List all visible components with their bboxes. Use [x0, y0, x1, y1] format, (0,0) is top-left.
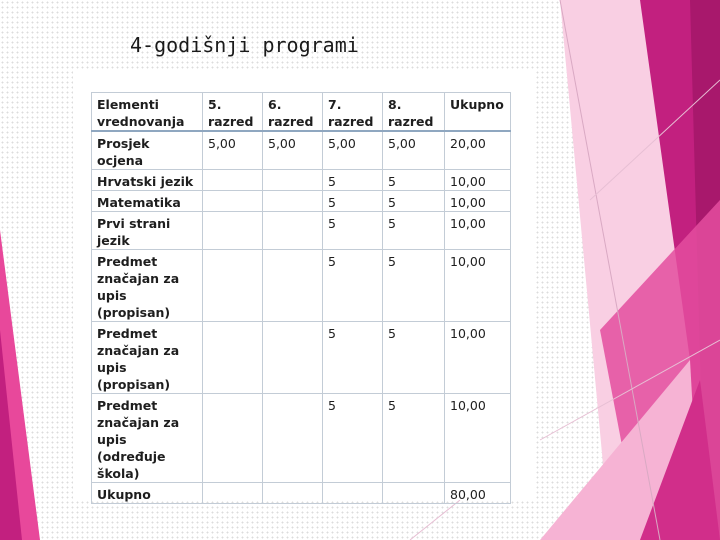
table-row	[92, 212, 511, 250]
table-row	[92, 250, 511, 322]
cell-grade-7: 5,00	[323, 131, 383, 170]
table-row	[92, 394, 511, 483]
cell-grade-6	[263, 191, 323, 212]
cell-grade-6	[263, 394, 323, 483]
cell-grade-5: 5,00	[203, 131, 263, 170]
cell-total: 10,00	[445, 394, 511, 483]
cell-grade-5	[203, 483, 263, 504]
table-row	[92, 191, 511, 212]
table-row	[92, 170, 511, 191]
cell-total: 80,00	[445, 483, 511, 504]
deco-thin-line-4	[410, 500, 460, 540]
cell-grade-7: 5	[323, 250, 383, 322]
cell-grade-7: 5	[323, 191, 383, 212]
cell-grade-5	[203, 212, 263, 250]
grading-table	[91, 92, 511, 504]
row-element-label: Matematika	[92, 191, 203, 212]
row-element-label: Predmet značajan za upis (propisan)	[92, 322, 203, 394]
row-element-label: Predmet značajan za upis (određuje škola)	[92, 394, 203, 483]
header-grade-5: 5. razred	[203, 93, 263, 132]
cell-grade-8: 5	[383, 322, 445, 394]
cell-grade-7: 5	[323, 322, 383, 394]
cell-grade-8: 5	[383, 394, 445, 483]
cell-grade-6	[263, 170, 323, 191]
table-panel	[73, 70, 536, 500]
row-element-label: Ukupno	[92, 483, 203, 504]
cell-grade-6	[263, 212, 323, 250]
cell-grade-8: 5	[383, 170, 445, 191]
header-grade-6: 6. razred	[263, 93, 323, 132]
row-element-label: Predmet značajan za upis (propisan)	[92, 250, 203, 322]
header-elements: Elementi vrednovanja	[92, 93, 203, 132]
cell-grade-5	[203, 170, 263, 191]
cell-grade-8: 5	[383, 250, 445, 322]
cell-grade-6: 5,00	[263, 131, 323, 170]
table-row	[92, 483, 511, 504]
header-total: Ukupno	[445, 93, 511, 132]
cell-total: 10,00	[445, 322, 511, 394]
cell-grade-7: 5	[323, 394, 383, 483]
cell-total: 10,00	[445, 250, 511, 322]
cell-total: 20,00	[445, 131, 511, 170]
row-element-label: Prvi strani jezik	[92, 212, 203, 250]
cell-grade-6	[263, 483, 323, 504]
cell-grade-5	[203, 394, 263, 483]
header-grade-8: 8. razred	[383, 93, 445, 132]
cell-grade-7: 5	[323, 170, 383, 191]
cell-grade-8: 5	[383, 212, 445, 250]
cell-grade-8	[383, 483, 445, 504]
header-grade-7: 7. razred	[323, 93, 383, 132]
cell-grade-6	[263, 250, 323, 322]
cell-grade-7: 5	[323, 212, 383, 250]
table-header-row	[92, 93, 511, 132]
table-row	[92, 322, 511, 394]
cell-grade-7	[323, 483, 383, 504]
cell-grade-5	[203, 250, 263, 322]
cell-grade-6	[263, 322, 323, 394]
cell-total: 10,00	[445, 212, 511, 250]
table-row	[92, 131, 511, 170]
cell-total: 10,00	[445, 170, 511, 191]
slide-title: 4-godišnji programi	[130, 33, 359, 57]
cell-grade-8: 5	[383, 191, 445, 212]
cell-grade-5	[203, 191, 263, 212]
row-element-label: Prosjek ocjena	[92, 131, 203, 170]
row-element-label: Hrvatski jezik	[92, 170, 203, 191]
cell-total: 10,00	[445, 191, 511, 212]
cell-grade-8: 5,00	[383, 131, 445, 170]
cell-grade-5	[203, 322, 263, 394]
